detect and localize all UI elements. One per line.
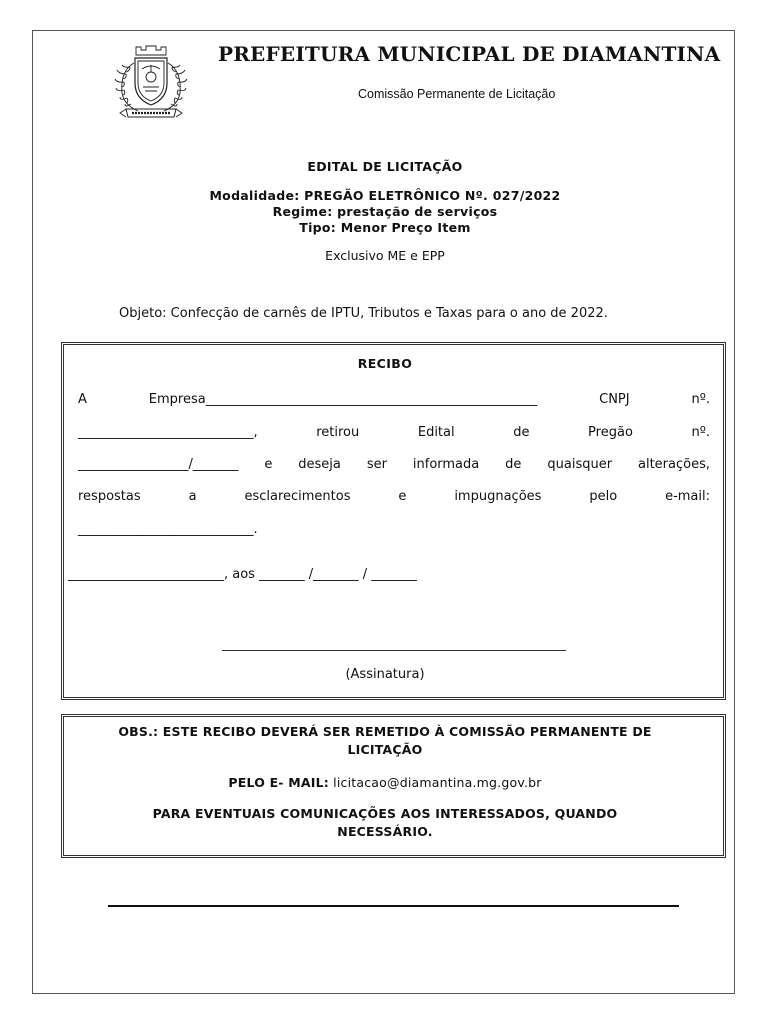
obs-email-label: PELO E- MAIL: <box>228 775 329 790</box>
obs-email-value: licitacao@diamantina.mg.gov.br <box>333 775 542 790</box>
recibo-line-retirou: ___________________________, retirou Edital de Pregão nº. <box>78 425 710 440</box>
signature-caption: (Assinatura) <box>345 667 425 682</box>
obs-email-line <box>0 775 770 790</box>
footer-rule <box>108 905 679 907</box>
header-title: PREFEITURA MUNICIPAL DE DIAMANTINA <box>218 42 721 66</box>
exclusivo-line: Exclusivo ME e EPP <box>325 248 445 263</box>
tipo-line: Tipo: Menor Preço Item <box>299 220 471 235</box>
recibo-line-email-blank: ___________________________. <box>78 522 258 537</box>
modalidade-line: Modalidade: PREGÃO ELETRÔNICO Nº. 027/2022 <box>209 188 561 203</box>
regime-line: Regime: prestação de serviços <box>272 204 498 219</box>
obs-line-1: OBS.: ESTE RECIBO DEVERÁ SER REMETIDO À COMISSÃO PERMANENTE DE <box>118 724 652 739</box>
edital-title: EDITAL DE LICITAÇÃO <box>307 159 463 174</box>
recibo-line-empresa: A Empresa___________________________________________________ CNPJ nº. <box>78 392 710 407</box>
obs-line-5: NECESSÁRIO. <box>337 824 433 839</box>
coat-of-arms-icon <box>108 41 194 121</box>
objeto-line: Objeto: Confecção de carnês de IPTU, Tributos e Taxas para o ano de 2022. <box>119 306 608 321</box>
header-subtitle: Comissão Permanente de Licitação <box>358 87 556 101</box>
obs-line-4: PARA EVENTUAIS COMUNICAÇÕES AOS INTERESSADOS, QUANDO <box>152 806 618 821</box>
obs-line-2: LICITAÇÃO <box>347 742 423 757</box>
signature-line <box>222 650 566 651</box>
recibo-line-local-data: ________________________, aos _______ /_______ / _______ <box>68 567 417 582</box>
recibo-title: RECIBO <box>357 356 413 371</box>
recibo-line-informada: _________________/_______ e deseja ser informada de quaisquer alterações, <box>78 457 710 472</box>
recibo-line-respostas: respostas a esclarecimentos e impugnações pelo e-mail: <box>78 489 710 504</box>
